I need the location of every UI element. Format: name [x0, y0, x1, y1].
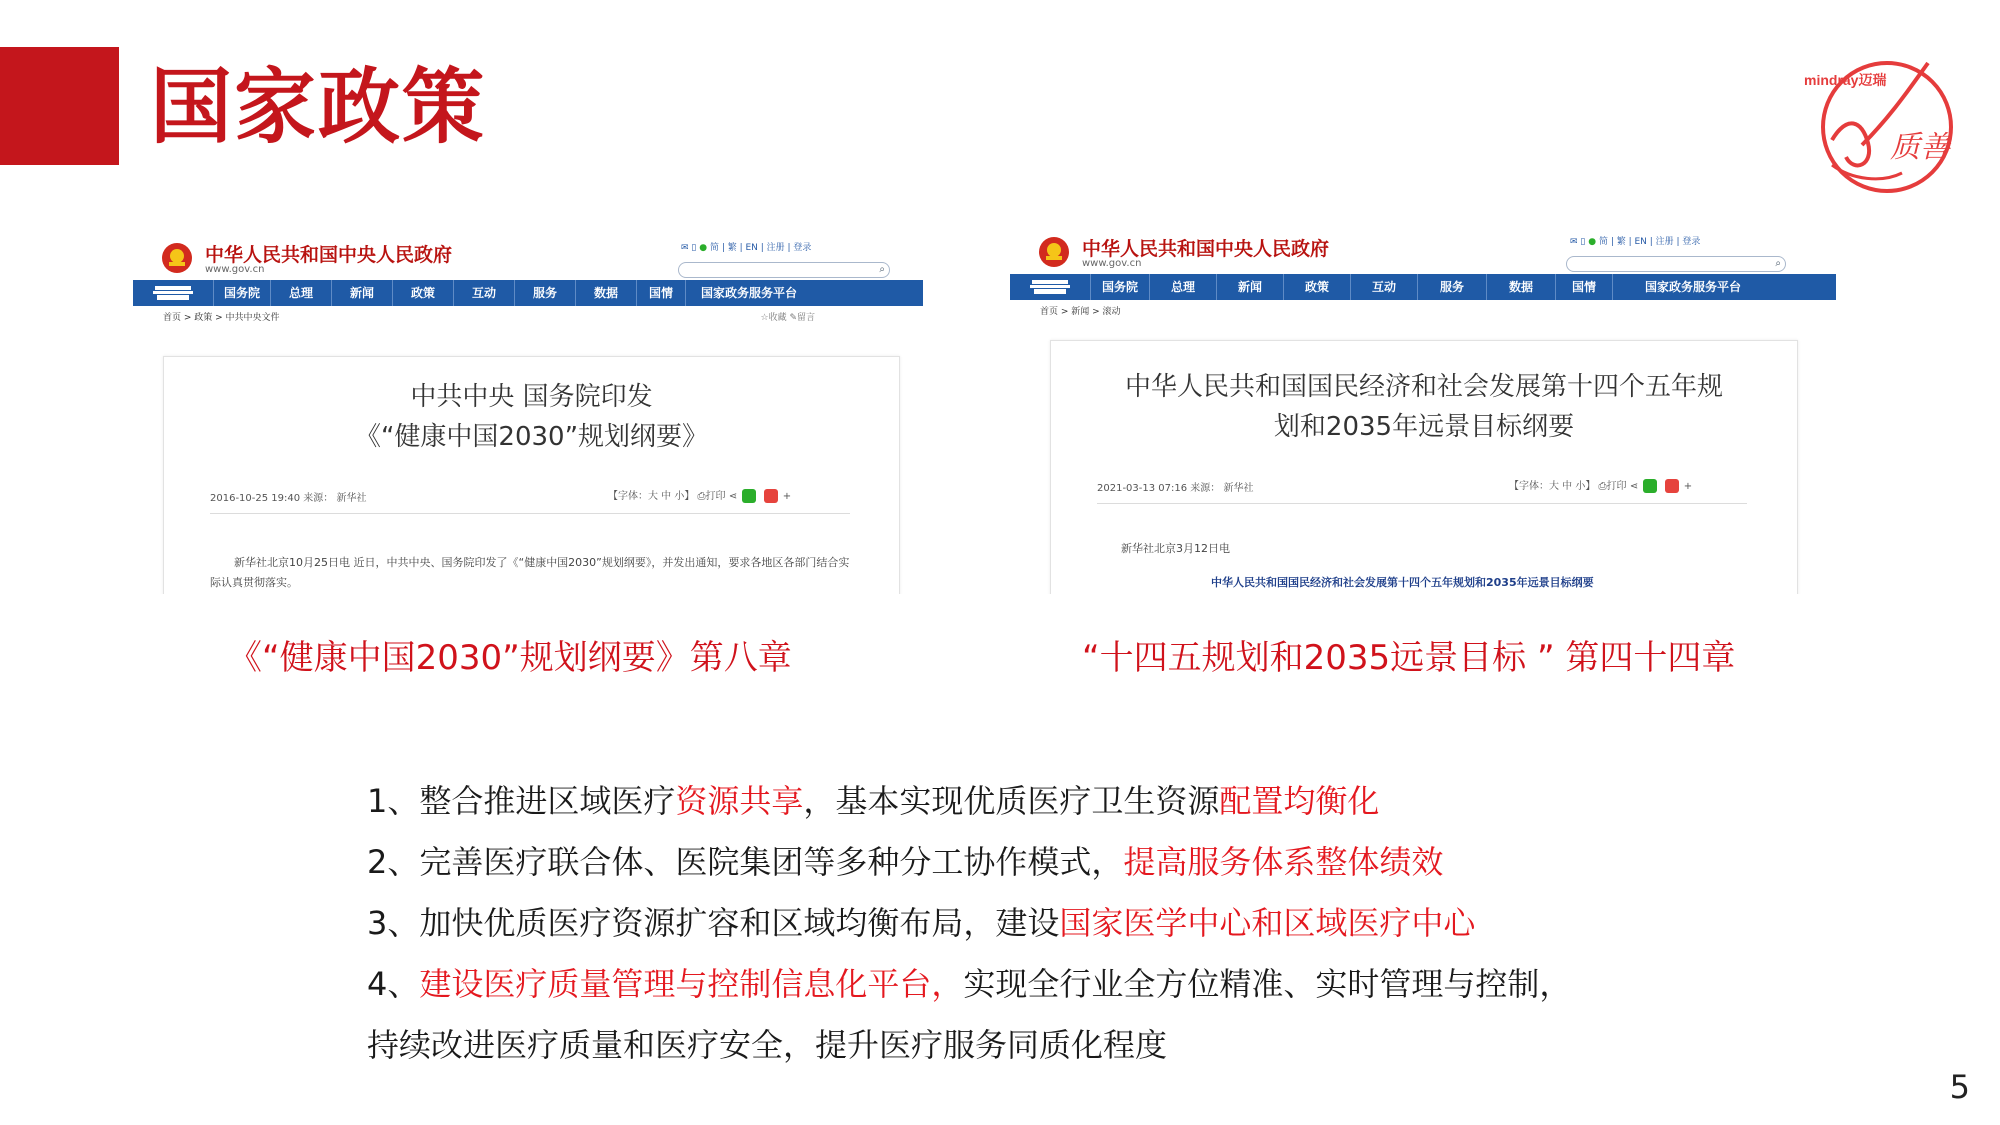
- point-text: 3、加快优质医疗资源扩容和区域均衡布局，建设: [367, 904, 1060, 942]
- font-size-print[interactable]: 【字体：大 中 小】 ⎙打印: [608, 491, 726, 502]
- search-icon[interactable]: ⌕: [879, 264, 885, 275]
- divider: [1097, 503, 1747, 504]
- search-icon[interactable]: ⌕: [1775, 258, 1781, 269]
- divider: [210, 513, 850, 514]
- nav-item[interactable]: 国情: [636, 280, 685, 306]
- svg-text:质善: 质善: [1890, 130, 1950, 165]
- point-text: 实现全行业全方位精准、实时管理与控制，: [963, 965, 1572, 1003]
- page-title: 国家政策: [150, 60, 487, 155]
- gov-site-url: www.gov.cn: [205, 264, 265, 275]
- nav-item[interactable]: 互动: [1350, 274, 1417, 300]
- gov-top-links[interactable]: [681, 240, 811, 253]
- article-title-line1: 中华人民共和国国民经济和社会发展第十四个五年规: [1124, 372, 1723, 402]
- nav-item[interactable]: 国务院: [213, 280, 270, 306]
- article-title-line2: 划和2035年远景目标纲要: [1273, 412, 1575, 442]
- nav-item[interactable]: 国务院: [1090, 274, 1149, 300]
- nav-item[interactable]: 数据: [575, 280, 636, 306]
- article-share-tools[interactable]: [1509, 477, 1692, 493]
- policy-point-4-cont: [367, 1020, 1167, 1066]
- point-text: 持续改进医疗质量和医疗安全，提升医疗服务同质化程度: [367, 1026, 1168, 1064]
- nav-item[interactable]: 服务: [1417, 274, 1486, 300]
- nav-item[interactable]: 数据: [1486, 274, 1555, 300]
- mindray-logo: [1802, 45, 1960, 195]
- nav-item[interactable]: 国情: [1555, 274, 1612, 300]
- article-dateline: 新华社北京3月12日电: [1121, 542, 1230, 555]
- nav-item[interactable]: 国家政务服务平台: [1612, 274, 1773, 300]
- share-icon[interactable]: ⋖: [1629, 481, 1639, 492]
- screenshot-14th-five-year-plan: [1010, 226, 1836, 594]
- policy-point-4: [367, 959, 1571, 1005]
- mail-icon[interactable]: ✉: [681, 243, 689, 253]
- plus-icon[interactable]: +: [782, 491, 792, 502]
- share-icon[interactable]: ⋖: [728, 491, 738, 502]
- font-size-print[interactable]: 【字体：大 中 小】 ⎙打印: [1509, 481, 1627, 492]
- gov-site-url: www.gov.cn: [1082, 258, 1142, 269]
- point-highlight: 配置均衡化: [1219, 782, 1380, 820]
- caption-right: “十四五规划和2035远景目标 ” 第四十四章: [1082, 638, 1736, 678]
- nav-item[interactable]: 政策: [392, 280, 453, 306]
- point-text: 2、完善医疗联合体、医院集团等多种分工协作模式，: [367, 843, 1124, 881]
- caption-left: 《“健康中国2030”规划纲要》第八章: [228, 638, 792, 678]
- article-meta: 2021-03-13 07:16 来源： 新华社: [1097, 483, 1254, 494]
- tiananmen-home-icon[interactable]: [1010, 274, 1090, 300]
- wechat-share-icon[interactable]: [1643, 479, 1657, 493]
- point-text: ，基本实现优质医疗卫生资源: [803, 782, 1220, 820]
- article-card: [1050, 340, 1798, 594]
- top-links-text[interactable]: 简 | 繁 | EN | 注册 | 登录: [1598, 237, 1701, 247]
- gov-search-input[interactable]: [1566, 256, 1786, 272]
- article-title-line2: 《“健康中国2030”规划纲要》: [354, 422, 709, 452]
- article-body: 新华社北京10月25日电 近日，中共中央、国务院印发了《“健康中国2030”规划纲要》，并发出通知，要求各地区各部门结合实际认真贯彻落实。: [210, 556, 850, 589]
- nav-item[interactable]: 总理: [1149, 274, 1216, 300]
- article-share-tools[interactable]: [608, 487, 791, 503]
- breadcrumb-text[interactable]: 首页 > 新闻 > 滚动: [1040, 307, 1121, 317]
- policy-point-1: [367, 776, 1379, 822]
- nav-item[interactable]: 新闻: [1216, 274, 1283, 300]
- gov-nav-bar: [1010, 274, 1836, 300]
- gov-top-links[interactable]: [1570, 234, 1700, 247]
- article-title-line1: 中共中央 国务院印发: [410, 382, 653, 412]
- tiananmen-home-icon[interactable]: [133, 280, 213, 306]
- article-meta: 2016-10-25 19:40 来源： 新华社: [210, 493, 367, 504]
- breadcrumb-text[interactable]: 首页 > 政策 > 中共中央文件: [163, 313, 280, 323]
- policy-point-3: [367, 898, 1475, 944]
- gov-nav-bar: [133, 280, 923, 306]
- title-accent-bar: [0, 47, 119, 165]
- wechat-icon[interactable]: ●: [1588, 237, 1597, 247]
- top-links-text[interactable]: 简 | 繁 | EN | 注册 | 登录: [709, 243, 812, 253]
- national-emblem-icon: [161, 242, 193, 274]
- breadcrumb: [133, 306, 923, 330]
- point-text: 1、整合推进区域医疗: [367, 782, 676, 820]
- nav-item[interactable]: 国家政务服务平台: [685, 280, 812, 306]
- mobile-icon[interactable]: ▯: [1580, 237, 1586, 247]
- nav-item[interactable]: 互动: [453, 280, 514, 306]
- gov-site-header: [133, 232, 923, 280]
- policy-point-2: [367, 837, 1443, 883]
- screenshot-health-china-2030: [133, 232, 923, 594]
- plus-icon[interactable]: +: [1683, 481, 1693, 492]
- point-highlight: 国家医学中心和区域医疗中心: [1059, 904, 1476, 942]
- wechat-share-icon[interactable]: [742, 489, 756, 503]
- nav-item[interactable]: 政策: [1283, 274, 1350, 300]
- point-highlight: 资源共享: [675, 782, 804, 820]
- point-text: 4、: [367, 965, 420, 1003]
- point-highlight: 建设医疗质量管理与控制信息化平台，: [419, 965, 964, 1003]
- point-highlight: 提高服务体系整体绩效: [1123, 843, 1444, 881]
- nav-item[interactable]: 总理: [270, 280, 331, 306]
- breadcrumb: [1010, 300, 1836, 324]
- national-emblem-icon: [1038, 236, 1070, 268]
- mail-icon[interactable]: ✉: [1570, 237, 1578, 247]
- wechat-icon[interactable]: ●: [699, 243, 708, 253]
- article-card: [163, 356, 900, 594]
- article-link[interactable]: 中华人民共和国国民经济和社会发展第十四个五年规划和2035年远景目标纲要: [1211, 576, 1594, 589]
- svg-text:mindray迈瑞: mindray迈瑞: [1804, 72, 1887, 88]
- page-number: 5: [1949, 1068, 1970, 1106]
- nav-item[interactable]: 服务: [514, 280, 575, 306]
- nav-item[interactable]: 新闻: [331, 280, 392, 306]
- gov-site-header: [1010, 226, 1836, 274]
- gov-search-input[interactable]: [678, 262, 890, 278]
- gov-site-name: 中华人民共和国中央人民政府: [205, 244, 453, 266]
- gov-site-name: 中华人民共和国中央人民政府: [1082, 238, 1330, 260]
- weibo-share-icon[interactable]: [1665, 479, 1679, 493]
- weibo-share-icon[interactable]: [764, 489, 778, 503]
- mobile-icon[interactable]: ▯: [691, 243, 697, 253]
- article-tools[interactable]: ☆收藏 ✎留言: [760, 313, 815, 323]
